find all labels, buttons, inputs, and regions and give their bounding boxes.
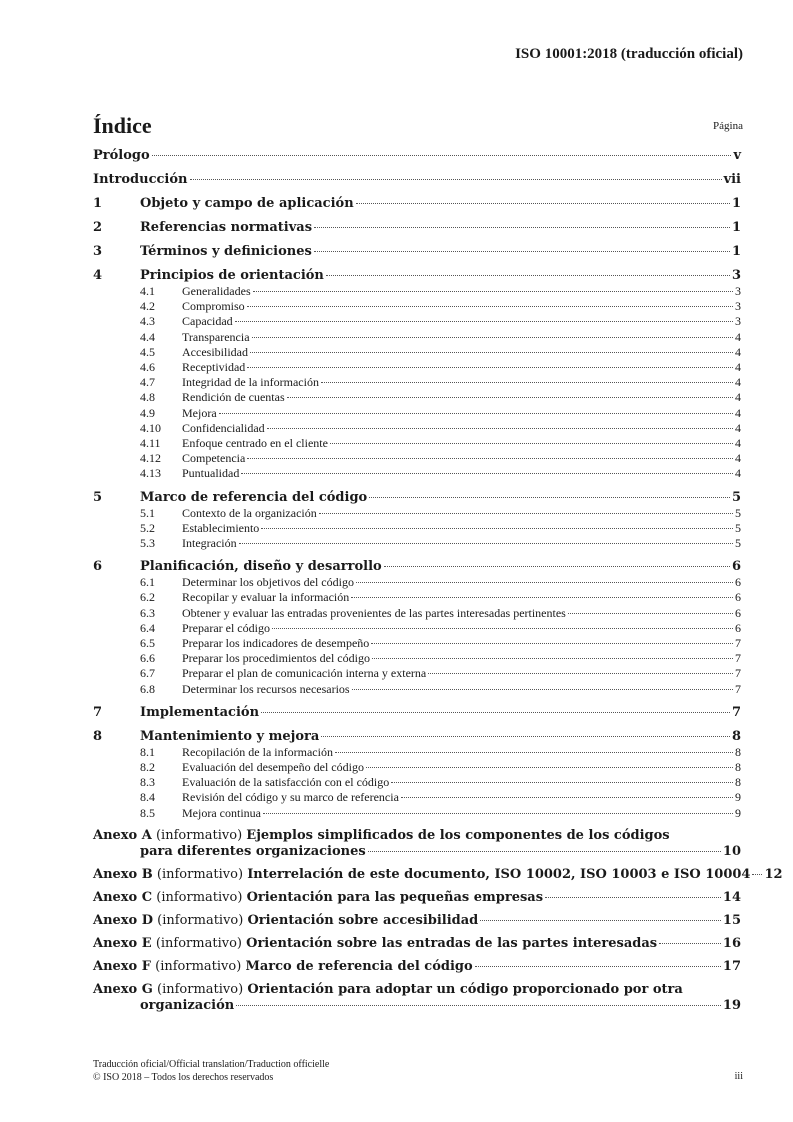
toc-subentry[interactable] [93,621,741,636]
dot-leader [384,566,730,567]
toc-entry-page: 6 [731,559,741,575]
annex-entry[interactable] [93,890,741,906]
toc-subentry-number: 8.5 [140,805,155,820]
annex-line [93,959,741,975]
annex-type: (informativo) [156,866,244,882]
toc-subentry-title: Recopilación de la información [182,744,333,759]
document-header: ISO 10001:2018 (traducción oficial) [515,46,743,62]
toc-subentry-page: 9 [735,790,741,805]
toc-subentry-title: Evaluación de la satisfacción con el código [182,775,390,790]
toc-entry-title: Marco de referencia del código [140,489,368,505]
dot-leader [247,306,733,307]
toc-subentry-page: 5 [735,536,741,551]
toc-subentry-title: Mejora [182,405,217,420]
toc-subentry-page: 3 [735,314,741,329]
toc-subentry-page: 5 [735,505,741,520]
annex-line [93,828,741,844]
dot-leader [314,227,730,228]
dot-leader [253,291,733,292]
dot-leader [236,1005,721,1006]
toc-subentry-page: 4 [735,466,741,481]
toc-subentry-number: 8.1 [140,744,155,759]
annex-line [93,890,741,906]
toc-subentry-number: 4.3 [140,314,155,329]
annex-type: (informativo) [155,958,242,974]
toc-subentry[interactable] [93,745,741,760]
toc-subentry-number: 4.13 [140,466,161,481]
toc-subentry-title: Integración [182,536,237,551]
annex-heading [93,959,473,975]
annex-heading [93,867,750,883]
toc-entry-title: Introducción [93,172,188,187]
toc-subentry-number: 6.1 [140,575,155,590]
annex-line [93,982,741,998]
toc-entry-number: 2 [93,220,103,235]
annex-line [93,866,783,883]
dot-leader [356,582,733,583]
dot-leader [261,712,730,713]
toc-entry[interactable] [93,196,741,212]
toc-subentry-title: Preparar los procedimientos del código [182,651,370,666]
toc-subentry-page: 9 [735,805,741,820]
annex-title-continued: para diferentes organizaciones [140,843,366,859]
toc-subentry-number: 5.2 [140,520,155,535]
dot-leader [263,813,733,814]
toc-entry-page: 1 [731,244,741,259]
toc-subentry-title: Receptividad [182,360,246,375]
toc-subentry-number: 4.4 [140,329,155,344]
toc-subentry-page: 7 [735,681,741,696]
annex-page: 12 [764,866,783,882]
toc-subentry-page: 4 [735,436,741,451]
toc-subentry-page: 6 [735,620,741,635]
dot-leader [351,597,733,598]
dot-leader [352,689,733,690]
toc-subentry-title: Accesibilidad [182,344,248,359]
annex-page: 15 [722,912,741,928]
toc-subentry[interactable] [93,521,741,536]
toc-subentry-page: 6 [735,605,741,620]
toc-subentry[interactable] [93,790,741,805]
annex-page: 19 [722,997,741,1013]
toc-subentry-number: 4.6 [140,360,155,375]
annex-type: (informativo) [156,889,243,905]
toc-entry-page: 7 [731,704,741,720]
annex-page: 14 [722,889,741,905]
toc-entry-page: 1 [731,196,741,211]
toc-subentry-number: 6.5 [140,636,155,651]
toc-subentry-number: 6.3 [140,605,155,620]
toc-subentry-number: 8.3 [140,775,155,790]
annex-type: (informativo) [157,981,244,997]
toc-subentry[interactable] [93,375,741,390]
annex-title: Orientación para las pequeñas empresas [246,889,544,905]
dot-leader [250,352,733,353]
annex-label: Anexo A [93,827,152,843]
toc-entry-title: Implementación [140,704,260,720]
toc-subentry[interactable] [93,314,741,329]
toc-entry-title: Planificación, diseño y desarrollo [140,559,382,575]
dot-leader [152,155,732,156]
toc-subentry[interactable] [93,360,741,375]
toc-subentry-number: 4.1 [140,284,155,298]
annex-entry[interactable] [93,913,741,929]
toc-subentry-title: Revisión del código y su marco de referencia [182,790,399,805]
toc-subentry-number: 4.12 [140,451,161,466]
toc-subentry-page: 8 [735,775,741,790]
toc-subentry-title: Enfoque centrado en el cliente [182,436,328,451]
toc-subentry-title: Evaluación del desempeño del código [182,760,364,775]
annex-heading [93,936,657,952]
annex-title: Marco de referencia del código [245,958,473,974]
annex-title: Interrelación de este documento, ISO 10002, ISO 10003 e ISO 10004 [247,866,751,882]
toc-subentry-page: 8 [735,760,741,775]
toc-entry-page: 8 [731,728,741,744]
toc-subentry-number: 4.11 [140,436,161,451]
toc-subentry[interactable] [93,606,741,621]
toc-subentry-page: 4 [735,405,741,420]
toc-subentry[interactable] [93,575,741,590]
toc-subentry[interactable] [93,436,741,451]
toc-entry-number: 8 [93,728,103,744]
dot-leader [335,752,733,753]
annex-label: Anexo G [93,981,153,997]
annex-page: 17 [722,958,741,974]
toc-entry-number: 7 [93,704,103,720]
annex-entry[interactable] [93,828,741,860]
toc-subentry-page: 4 [735,360,741,375]
annex-type: (informativo) [155,827,243,843]
annex-page: 10 [722,843,741,859]
toc-subentry-page: 6 [735,575,741,590]
toc-subentry-page: 5 [735,520,741,535]
annex-title-continued: organización [140,997,235,1013]
toc-entry[interactable] [93,559,741,575]
dot-leader [314,251,730,252]
toc-subentry-page: 6 [735,590,741,605]
toc-subentry-title: Preparar el plan de comunicación interna y externa [182,666,427,681]
toc-entry-number: 3 [93,244,103,259]
toc-subentry-number: 6.8 [140,681,155,696]
toc-subentry-page: 3 [735,284,741,298]
annex-title: Orientación sobre las entradas de las partes interesadas [246,935,658,951]
dot-leader [428,673,733,674]
toc-subentry[interactable] [93,760,741,775]
annex-label: Anexo B [93,866,153,882]
dot-leader [480,920,721,921]
toc-subentry-number: 8.2 [140,760,155,775]
toc-subentry-page: 7 [735,666,741,681]
dot-leader [287,397,733,398]
footer-copyright: © ISO 2018 – Todos los derechos reservados [93,1072,274,1083]
toc-subentry-title: Competencia [182,451,246,466]
toc-subentry-title: Determinar los objetivos del código [182,575,354,590]
footer-page-number: iii [734,1071,743,1082]
toc-subentry-number: 5.1 [140,505,155,520]
toc-subentry-number: 5.3 [140,536,155,551]
toc-subentry[interactable] [93,636,741,651]
toc-subentry-title: Integridad de la información [182,375,319,390]
toc-entry-title: Prólogo [93,148,150,163]
annex-entry[interactable] [93,959,741,975]
toc-entry[interactable] [93,490,741,506]
toc-subentry[interactable] [93,806,741,821]
toc-entry-number: 5 [93,489,103,505]
toc-subentry-number: 4.9 [140,405,155,420]
dot-leader [247,367,733,368]
dot-leader [369,497,730,498]
toc-entry-title: Mantenimiento y mejora [140,728,320,744]
toc-entry-number: 6 [93,559,103,575]
toc-subentry-title: Determinar los recursos necesarios [182,681,350,696]
toc-entry[interactable] [93,268,741,284]
dot-leader [372,658,733,659]
dot-leader [272,628,733,629]
dot-leader [401,797,733,798]
dot-leader [475,966,721,967]
dot-leader [261,528,733,529]
toc-entry-page: 3 [731,268,741,283]
annex-entry[interactable] [93,936,741,952]
table-of-contents [93,148,783,1014]
toc-subentry-number: 4.2 [140,299,155,314]
toc-subentry[interactable] [93,390,741,405]
toc-subentry-page: 3 [735,299,741,314]
toc-subentry-page: 8 [735,744,741,759]
toc-subentry-title: Recopilar y evaluar la información [182,590,350,605]
toc-subentry[interactable] [93,330,741,345]
toc-subentry-title: Preparar los indicadores de desempeño [182,636,370,651]
dot-leader [239,543,733,544]
toc-subentry-title: Transparencia [182,329,250,344]
dot-leader [368,851,721,852]
toc-subentry-title: Rendición de cuentas [182,390,285,405]
toc-subentry-page: 4 [735,390,741,405]
dot-leader [330,443,733,444]
toc-subentry-title: Establecimiento [182,520,260,535]
toc-subentry-number: 6.7 [140,666,155,681]
dot-leader [659,943,721,944]
toc-entry-page: v [733,148,741,163]
annex-label: Anexo D [93,912,154,928]
dot-leader [356,203,730,204]
toc-subentry[interactable] [93,775,741,790]
toc-subentry-page: 7 [735,651,741,666]
toc-subentry[interactable] [93,421,741,436]
dot-leader [371,643,733,644]
toc-entry-title: Referencias normativas [140,220,313,235]
annex-heading [93,913,478,929]
toc-subentry-number: 4.10 [140,420,161,435]
toc-entry[interactable] [93,148,741,164]
page-title: Índice [93,113,152,138]
toc-subentry-page: 4 [735,329,741,344]
toc-subentry[interactable] [93,506,741,521]
toc-entry[interactable] [93,244,741,260]
footer [93,1058,329,1084]
annex-type: (informativo) [157,912,244,928]
annex-title: Orientación para adoptar un código proporcionado por otra [247,981,683,997]
toc-subentry[interactable] [93,284,741,299]
dot-leader [391,782,733,783]
toc-subentry[interactable] [93,651,741,666]
toc-entry-title: Términos y definiciones [140,244,312,259]
toc-entry[interactable] [93,729,741,745]
dot-leader [241,473,733,474]
toc-subentry[interactable] [93,466,741,481]
dot-leader [267,428,733,429]
toc-subentry[interactable] [93,536,741,551]
toc-subentry-title: Preparar el código [182,620,270,635]
toc-subentry-page: 7 [735,636,741,651]
toc-subentry-page: 4 [735,344,741,359]
toc-entry[interactable] [93,172,741,188]
dot-leader [252,337,733,338]
dot-leader [568,613,733,614]
toc-subentry-title: Capacidad [182,314,233,329]
dot-leader [219,413,733,414]
toc-subentry[interactable] [93,451,741,466]
toc-subentry-number: 6.4 [140,620,155,635]
annex-line [93,998,741,1014]
annex-heading [93,982,683,998]
toc-entry[interactable] [93,220,741,236]
toc-subentry-number: 6.2 [140,590,155,605]
toc-entry-page: 1 [731,220,741,235]
toc-subentry-title: Obtener y evaluar las entradas provenientes de las partes interesadas pertinentes [182,605,566,620]
annex-entry[interactable] [93,982,741,1014]
toc-subentry-title: Mejora continua [182,805,261,820]
dot-leader [319,513,733,514]
toc-subentry[interactable] [93,299,741,314]
dot-leader [321,736,730,737]
annex-entry[interactable] [93,866,783,883]
toc-subentry-title: Puntualidad [182,466,240,481]
toc-entry[interactable] [93,705,741,721]
dot-leader [752,874,762,875]
annex-line [93,936,741,952]
annex-page: 16 [722,935,741,951]
toc-entry-title: Objeto y campo de aplicación [140,196,354,211]
annex-title: Orientación sobre accesibilidad [247,912,479,928]
page-column-label: Página [713,120,743,132]
toc-subentry-page: 4 [735,375,741,390]
toc-subentry-page: 4 [735,451,741,466]
toc-subentry-number: 4.5 [140,344,155,359]
annex-line [93,913,741,929]
toc-subentry-title: Generalidades [182,284,251,298]
annex-line [93,844,741,860]
toc-subentry-number: 4.7 [140,375,155,390]
toc-subentry-number: 4.8 [140,390,155,405]
toc-entry-title: Principios de orientación [140,268,324,283]
toc-subentry-number: 8.4 [140,790,155,805]
toc-entry-page: 5 [731,489,741,505]
dot-leader [545,897,721,898]
footer-translation-note: Traducción oficial/Official translation/Traduction officielle [93,1059,330,1070]
annex-heading [93,890,543,906]
dot-leader [321,382,733,383]
dot-leader [366,767,733,768]
dot-leader [247,458,733,459]
annex-heading [93,828,670,844]
toc-subentry[interactable] [93,666,741,681]
toc-subentry[interactable] [93,682,741,697]
toc-subentry-title: Contexto de la organización [182,505,317,520]
annex-label: Anexo E [93,935,152,951]
toc-subentry-page: 4 [735,420,741,435]
dot-leader [326,275,730,276]
toc-entry-page: vii [723,172,741,187]
toc-entry-number: 1 [93,196,103,211]
annex-label: Anexo F [93,958,151,974]
annex-label: Anexo C [93,889,153,905]
toc-subentry[interactable] [93,590,741,605]
dot-leader [190,179,722,180]
annex-title: Ejemplos simplificados de los componentes de los códigos [246,827,670,843]
toc-entry-number: 4 [93,268,103,283]
toc-subentry-number: 6.6 [140,651,155,666]
toc-subentry-title: Compromiso [182,299,245,314]
toc-subentry-title: Confidencialidad [182,420,265,435]
dot-leader [235,321,733,322]
toc-subentry[interactable] [93,406,741,421]
toc-subentry[interactable] [93,345,741,360]
annex-type: (informativo) [155,935,242,951]
